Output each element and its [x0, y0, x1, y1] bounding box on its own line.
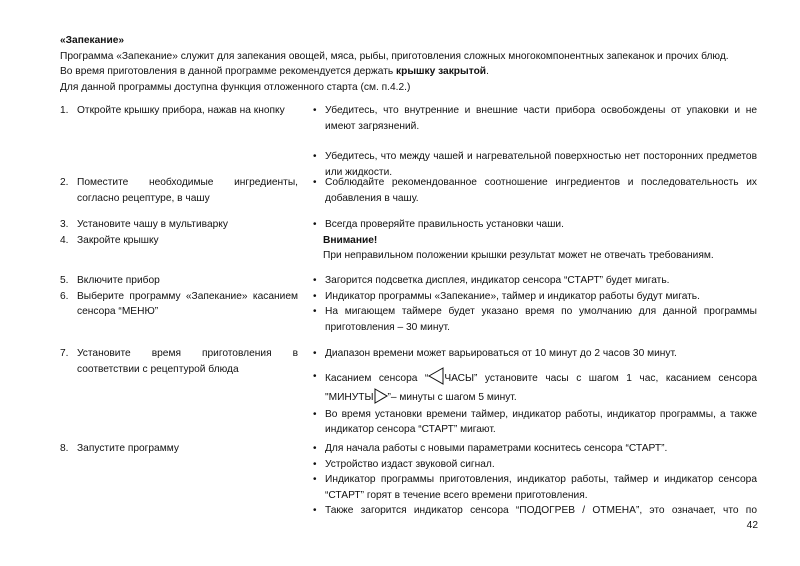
bullet-text: Устройство издаст звуковой сигнал. — [325, 458, 495, 470]
sensor-text-2: ЧАСЫ” установите часы с шагом 1 час, касанием сенсора — [444, 372, 757, 384]
step-text: Откройте крышку прибора, нажав на кнопку — [77, 105, 285, 116]
bullet-glyph: • — [313, 505, 317, 516]
bullet-item — [313, 304, 757, 335]
bullet-glyph: • — [313, 151, 317, 162]
notes-column — [313, 217, 757, 264]
intro-line-1: Программа «Запекание» служит для запекания овощей, мяса, рыбы, приготовления сложных многокомпонентных запеканок и прочих блюд. — [60, 50, 729, 62]
bullet-glyph: • — [313, 219, 317, 230]
step-item — [60, 441, 298, 457]
step-column — [60, 217, 298, 248]
warning-title: Внимание! — [323, 234, 378, 246]
step-text: Установите чашу в мультиварку — [77, 219, 228, 230]
page-number: 42 — [746, 520, 758, 531]
notes-column — [313, 273, 757, 335]
bullet-item — [313, 441, 757, 457]
step-item — [60, 233, 298, 249]
step-item — [60, 103, 298, 119]
bullet-item — [313, 346, 757, 362]
triangle-left-icon — [428, 367, 444, 385]
step-item — [60, 289, 298, 320]
bullet-text: Во время установки времени таймер, индикатор работы, индикатор программы, а также индикатор сенсора “СТАРТ” мигают. — [325, 408, 757, 435]
step-number: 5. — [60, 275, 69, 286]
sensor-text-1: Касанием сенсора “ — [325, 372, 429, 384]
bullet-item — [313, 457, 757, 473]
step-number: 8. — [60, 443, 69, 454]
bullet-item — [313, 503, 757, 519]
intro-section — [60, 33, 760, 95]
bullet-glyph: • — [313, 458, 317, 470]
bullet-glyph: • — [313, 474, 317, 485]
intro-line-2-bold: крышку закрытой — [396, 66, 487, 77]
sensor-text-4: ”– минуты с шагом 5 минут. — [387, 391, 517, 403]
bullet-item — [313, 217, 757, 233]
step-number: 6. — [60, 290, 69, 302]
notes-column — [313, 103, 757, 180]
intro-line-2-end: . — [486, 66, 489, 77]
bullet-text: Также загорится индикатор сенсора “ПОДОГРЕВ / ОТМЕНА”, это означает, что по — [325, 505, 757, 516]
step-item — [60, 217, 298, 233]
step-column — [60, 441, 298, 457]
bullet-text: Загорится подсветка дисплея, индикатор сенсора “СТАРТ” будет мигать. — [325, 275, 670, 286]
step-column — [60, 175, 298, 206]
bullet-item — [313, 407, 757, 438]
step-text: Установите время приготовления в соответствии с рецептурой блюда — [77, 348, 298, 375]
step-number: 7. — [60, 348, 69, 359]
notes-column — [313, 346, 757, 438]
bullet-item — [313, 289, 757, 305]
bullet-glyph: • — [313, 275, 317, 286]
bullet-glyph: • — [313, 348, 317, 359]
step-text: Закройте крышку — [77, 234, 159, 246]
step-column — [60, 273, 298, 320]
bullet-glyph: • — [313, 290, 317, 302]
intro-line-3: Для данной программы доступна функция отложенного старта (см. п.4.2.) — [60, 81, 411, 93]
step-item — [60, 273, 298, 289]
step-text: Выберите программу «Запекание» касанием сенсора “МЕНЮ” — [77, 290, 298, 317]
bullet-text: Убедитесь, что между чашей и нагревательной поверхностью нет посторонних предметов или жидкости. — [325, 151, 757, 178]
step-column — [60, 346, 298, 377]
bullet-glyph: • — [313, 306, 317, 317]
bullet-text: Всегда проверяйте правильность установки чаши. — [325, 219, 564, 230]
warning-text: При неправильном положении крышки результат может не отвечать требованиям. — [323, 250, 714, 261]
step-number: 1. — [60, 105, 69, 116]
bullet-item — [313, 367, 757, 407]
notes-column — [313, 441, 757, 519]
intro-line-2-text: Во время приготовления в данной программе рекомендуется держать — [60, 66, 396, 77]
bullet-text: Индикатор программы приготовления, индикатор работы, таймер и индикатор сенсора “СТАРТ” горят в течение всего времени приготовления. — [325, 474, 757, 501]
triangle-right-icon — [374, 388, 388, 404]
bullet-item — [313, 175, 757, 206]
step-column — [60, 103, 298, 119]
step-number: 3. — [60, 219, 69, 230]
intro-line-2 — [60, 64, 760, 80]
bullet-text: Индикатор программы «Запекание», таймер и индикатор работы будут мигать. — [325, 290, 700, 302]
bullet-text: Для начала работы с новыми параметрами коснитесь сенсора “СТАРТ”. — [325, 443, 668, 454]
bullet-text: Диапазон времени может варьироваться от 10 минут до 2 часов 30 минут. — [325, 348, 677, 359]
step-text: Запустите программу — [77, 443, 179, 454]
bullet-glyph: • — [313, 370, 317, 382]
notes-column — [313, 175, 757, 206]
bullet-item — [313, 273, 757, 289]
bullet-glyph: • — [313, 443, 317, 454]
step-text: Включите прибор — [77, 275, 160, 286]
step-item — [60, 346, 298, 377]
bullet-glyph: • — [313, 177, 317, 188]
bullet-glyph: • — [313, 105, 317, 116]
bullet-text: Соблюдайте рекомендованное соотношение ингредиентов и последовательность их добавления в чашу. — [325, 177, 757, 204]
bullet-text: На мигающем таймере будет указано время по умолчанию для данной программы приготовления – 30 минут. — [325, 306, 757, 333]
bullet-text: Убедитесь, что внутренние и внешние части прибора освобождены от упаковки и не имеют загрязнений. — [325, 105, 757, 132]
bullet-item — [313, 103, 757, 134]
step-text: Поместите необходимые ингредиенты, согласно рецептуре, в чашу — [77, 177, 298, 204]
sensor-bullet-text — [325, 367, 757, 407]
step-item — [60, 175, 298, 206]
step-number: 4. — [60, 234, 69, 246]
bullet-glyph: • — [313, 408, 317, 420]
section-heading: «Запекание» — [60, 35, 125, 46]
step-number: 2. — [60, 177, 69, 188]
sensor-text-3: "МИНУТЫ — [325, 391, 374, 403]
bullet-item — [313, 472, 757, 503]
